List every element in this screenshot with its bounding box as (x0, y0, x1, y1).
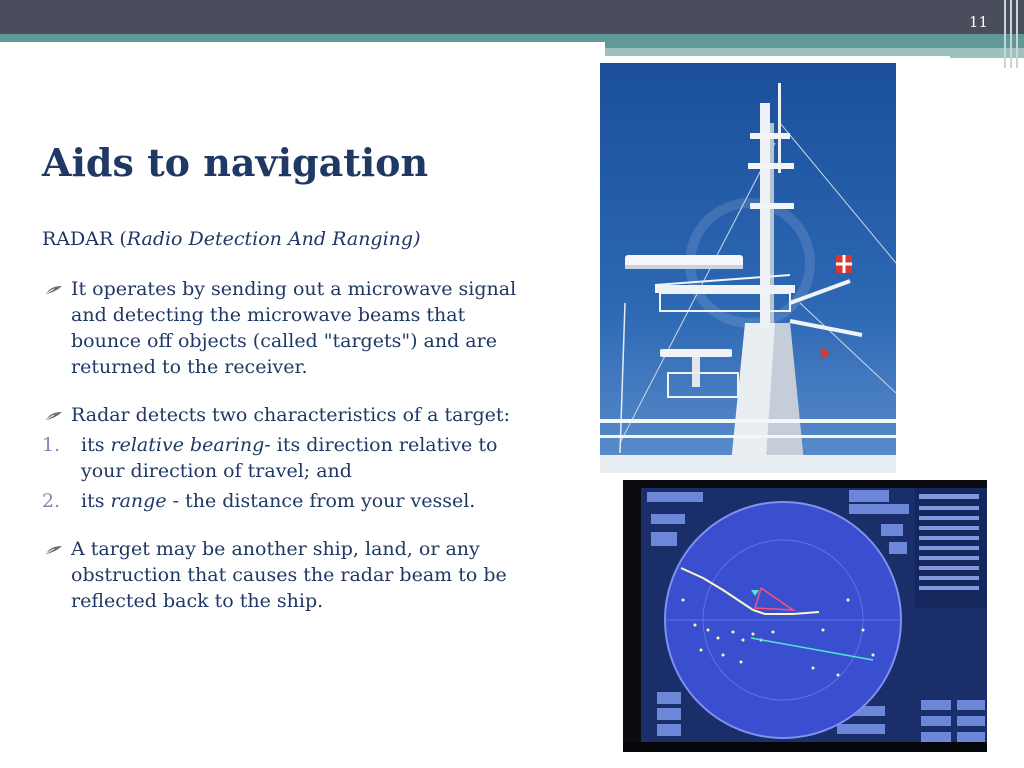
slide-title: Aids to navigation (42, 140, 429, 185)
bullet-item: Radar detects two characteristics of a target: (42, 402, 522, 428)
slide-body (42, 226, 522, 614)
leaf-bullet-icon (44, 538, 64, 558)
header-rule (1004, 0, 1006, 68)
slide-number: 11 (968, 13, 988, 31)
leaf-bullet-icon (44, 404, 64, 424)
bullet-item: It operates by sending out a microwave signal and detecting the microwave beams that bounce off objects (called "targets") and are returned to the receiver. (42, 276, 522, 380)
ship-mast-photo (600, 63, 896, 473)
header-thin-line (605, 56, 950, 58)
header-bar (0, 0, 1024, 38)
slide-subtitle: RADAR (Radio Detection And Ranging) (42, 228, 421, 250)
header-rule (1016, 0, 1018, 68)
header-rule (1010, 0, 1012, 68)
bullet-item: A target may be another ship, land, or any obstruction that causes the radar beam to be reflected back to the ship. (42, 536, 522, 614)
leaf-bullet-icon (44, 278, 64, 298)
numbered-item: 1. its relative bearing- its direction relative to your direction of travel; and (42, 434, 498, 482)
numbered-item: 2. its range - the distance from your vessel. (42, 490, 476, 512)
header-cutout (0, 42, 605, 62)
radar-screen-photo (623, 480, 987, 752)
